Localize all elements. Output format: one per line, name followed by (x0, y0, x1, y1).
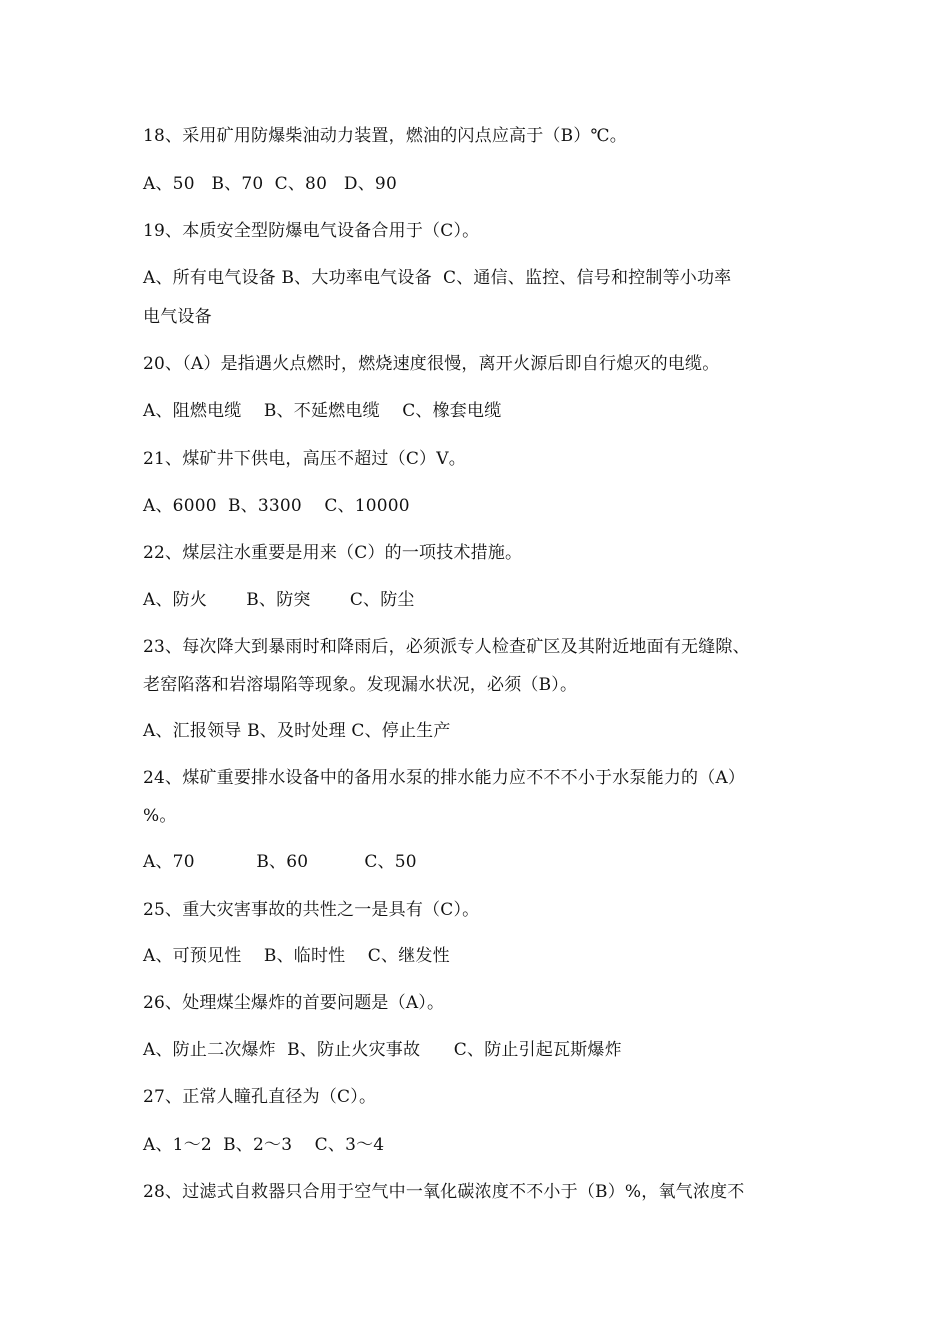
question-28: 28、过滤式自救器只合用于空气中一氧化碳浓度不不小于（B）%，氧气浓度不 (143, 1182, 745, 1202)
options-22: A、防火 B、防突 C、防尘 (143, 590, 415, 610)
options-23: A、汇报领导 B、及时处理 C、停止生产 (143, 721, 451, 741)
question-23: 23、每次降大到暴雨时和降雨后，必须派专人检查矿区及其附近地面有无缝隙、 (143, 637, 750, 657)
question-23-continued: 老窑陷落和岩溶塌陷等现象。发现漏水状况，必须（B）。 (143, 675, 578, 695)
options-19-continued: 电气设备 (143, 307, 212, 327)
question-27: 27、正常人瞳孔直径为（C）。 (143, 1087, 377, 1107)
question-25: 25、重大灾害事故的共性之一是具有（C）。 (143, 900, 480, 920)
options-25: A、可预见性 B、临时性 C、继发性 (143, 946, 450, 966)
options-24: A、70 B、60 C、50 (143, 852, 417, 872)
options-19: A、所有电气设备 B、大功率电气设备 C、通信、监控、信号和控制等小功率 (143, 268, 732, 288)
question-24: 24、煤矿重要排水设备中的备用水泵的排水能力应不不不小于水泵能力的（A） (143, 768, 746, 788)
question-22: 22、煤层注水重要是用来（C）的一项技术措施。 (143, 543, 523, 563)
question-21: 21、煤矿井下供电，高压不超过（C）V。 (143, 449, 466, 469)
options-18: A、50 B、70 C、80 D、90 (143, 174, 397, 194)
options-21: A、6000 B、3300 C、10000 (143, 496, 410, 516)
options-20: A、阻燃电缆 B、不延燃电缆 C、橡套电缆 (143, 401, 502, 421)
question-19: 19、本质安全型防爆电气设备合用于（C）。 (143, 221, 480, 241)
options-26: A、防止二次爆炸 B、防止火灾事故 C、防止引起瓦斯爆炸 (143, 1040, 622, 1060)
question-20: 20、（A）是指遇火点燃时，燃烧速度很慢，离开火源后即自行熄灭的电缆。 (143, 354, 720, 374)
options-27: A、1～2 B、2～3 C、3～4 (143, 1135, 385, 1155)
question-24-continued: %。 (143, 806, 177, 826)
question-26: 26、处理煤尘爆炸的首要问题是（A）。 (143, 993, 445, 1013)
question-18: 18、采用矿用防爆柴油动力装置，燃油的闪点应高于（B）℃。 (143, 126, 627, 146)
